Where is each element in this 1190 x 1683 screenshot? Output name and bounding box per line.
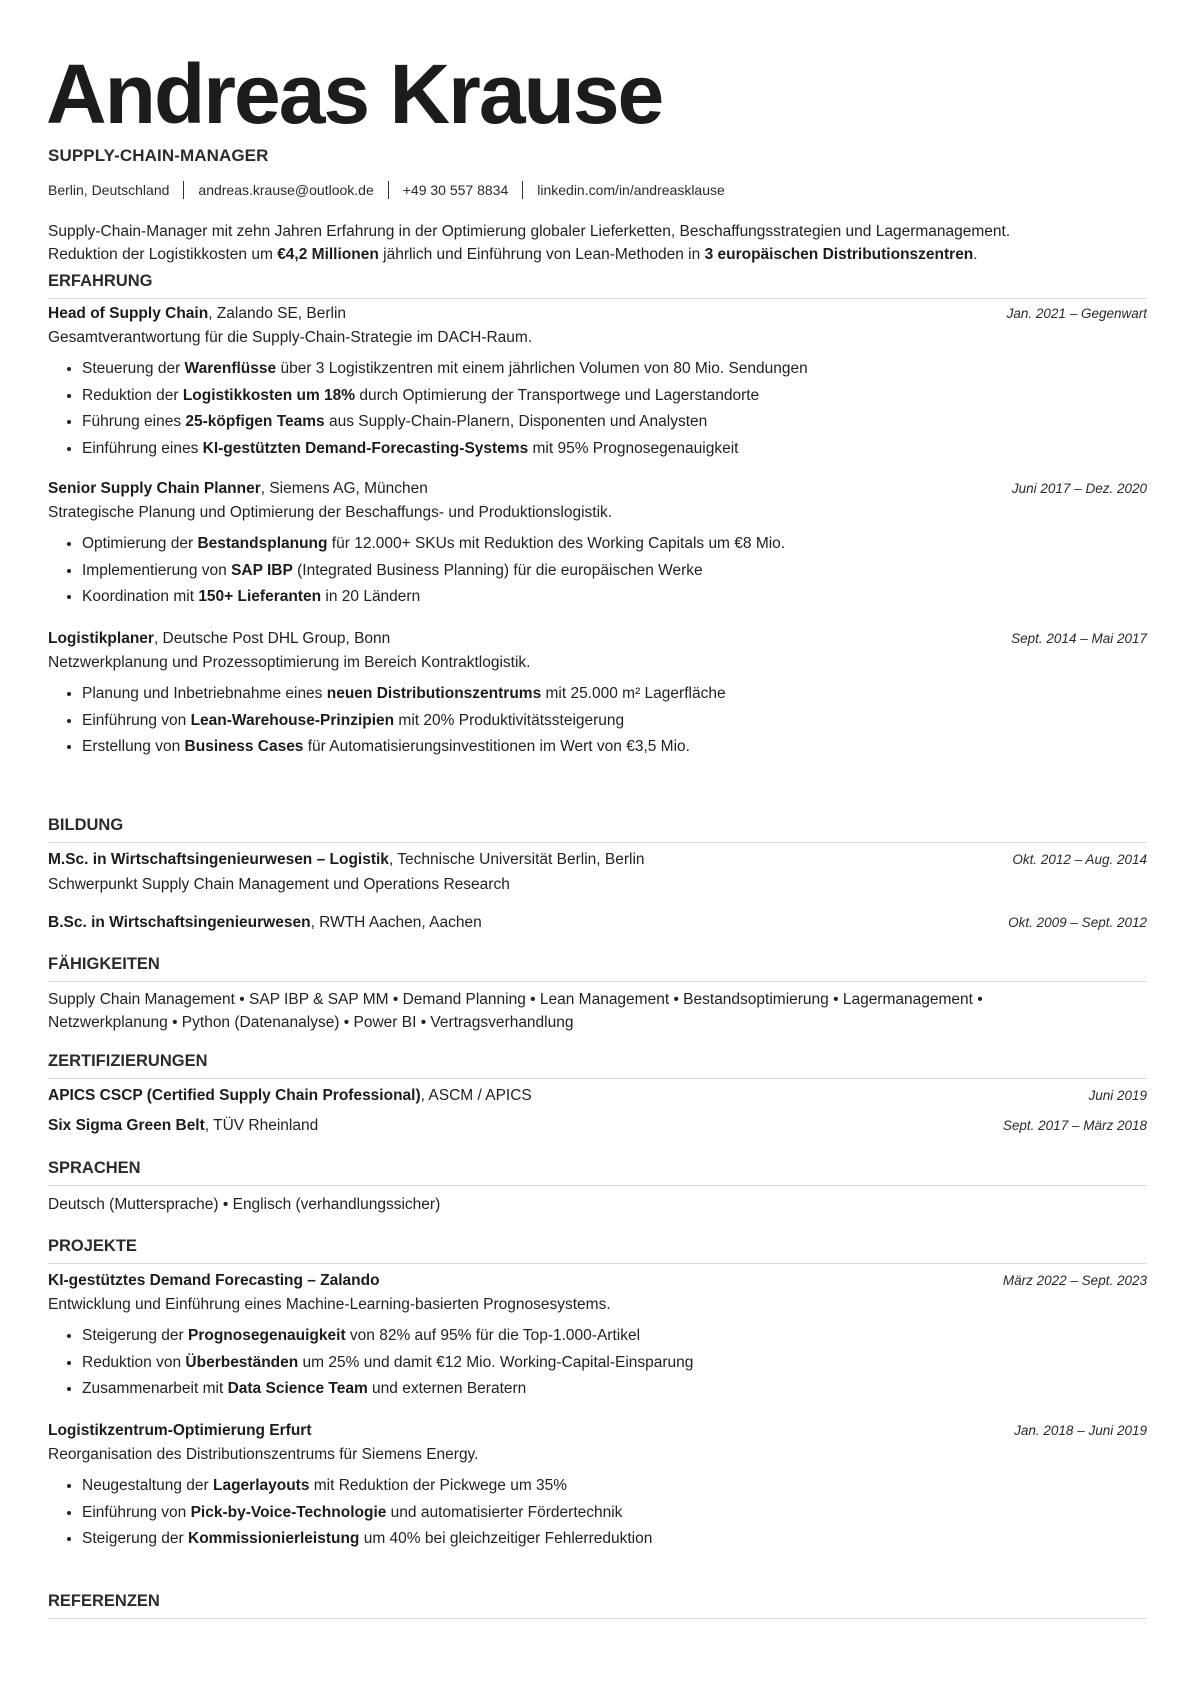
- entry-title: [48, 628, 390, 650]
- section-heading-skills: FÄHIGKEITEN: [48, 955, 1147, 982]
- phone: +49 30 557 8834: [402, 182, 509, 198]
- skills-list: [48, 988, 1147, 1034]
- list-item: • Steuerung der Warenflüsse über 3 Logistikzentren mit einem jährlichen Volumen von 80 Mio. Sendungen: [82, 356, 808, 383]
- certification-entry: [48, 1115, 1147, 1137]
- list-item: • Steigerung der Kommissionierleistung um 40% bei gleichzeitiger Fehlerreduktion: [82, 1526, 652, 1553]
- contact-line: [48, 181, 725, 199]
- education-entry-header: [48, 912, 1147, 934]
- job-title: SUPPLY-CHAIN-MANAGER: [48, 146, 269, 165]
- languages-list: Deutsch (Muttersprache) • Englisch (verhandlungssicher): [48, 1196, 441, 1213]
- issuer: , TÜV Rheinland: [204, 1117, 319, 1134]
- summary: [48, 220, 1148, 266]
- skills-line: Netzwerkplanung • Python (Datenanalyse) • Power BI • Vertragsverhandlung: [48, 1014, 574, 1031]
- section-heading-projects: PROJEKTE: [48, 1237, 1147, 1264]
- list-item: • Reduktion der Logistikkosten um 18% durch Optimierung der Transportwege und Lagerstandorte: [82, 383, 808, 410]
- project-entry-header: [48, 1270, 1147, 1292]
- section-heading-certifications: ZERTIFIZIERUNGEN: [48, 1052, 1147, 1079]
- text: Reduktion der Logistikkosten um: [48, 246, 278, 263]
- linkedin-link[interactable]: linkedin.com/in/andreasklause: [537, 182, 725, 198]
- text: jährlich und Einführung von Lean-Methoden in: [378, 246, 705, 263]
- list-item: • Planung und Inbetriebnahme eines neuen Distributionszentrums mit 25.000 m² Lagerfläche: [82, 681, 726, 708]
- degree: B.Sc. in Wirtschaftsingenieurwesen: [48, 914, 311, 931]
- bullet-list: [48, 356, 808, 462]
- divider: [522, 181, 523, 199]
- list-item: • Optimierung der Bestandsplanung für 12.000+ SKUs mit Reduktion des Working Capitals um €8 Mio.: [82, 531, 785, 558]
- issuer: , ASCM / APICS: [420, 1087, 532, 1104]
- certification-entry: [48, 1085, 1147, 1107]
- entry-description: Netzwerkplanung und Prozessoptimierung im Bereich Kontraktlogistik.: [48, 654, 531, 671]
- entry-description: Reorganisation des Distributionszentrums für Siemens Energy.: [48, 1446, 479, 1463]
- list-item: • Einführung von Lean-Warehouse-Prinzipien mit 20% Produktivitätssteigerung: [82, 708, 726, 735]
- entry-description: Schwerpunkt Supply Chain Management und Operations Research: [48, 876, 510, 893]
- institution: , RWTH Aachen, Aachen: [310, 914, 482, 931]
- list-item: • Einführung von Pick-by-Voice-Technologie und automatisierter Fördertechnik: [82, 1500, 652, 1527]
- candidate-name: Andreas Krause: [46, 47, 663, 141]
- experience-entry-header: [48, 628, 1147, 650]
- entry-description: Strategische Planung und Optimierung der Beschaffungs- und Produktionslogistik.: [48, 504, 613, 521]
- organization: , Siemens AG, München: [260, 480, 428, 497]
- role: Logistikplaner: [48, 630, 154, 647]
- date-range: Okt. 2009 – Sept. 2012: [1008, 915, 1147, 930]
- divider: [388, 181, 389, 199]
- certification-name: Six Sigma Green Belt: [48, 1117, 205, 1134]
- experience-entry-header: [48, 478, 1147, 500]
- entry-title: [48, 912, 482, 934]
- highlight: €4,2 Millionen: [277, 246, 379, 263]
- divider: [183, 181, 184, 199]
- date-range: März 2022 – Sept. 2023: [1002, 1273, 1147, 1288]
- list-item: • Koordination mit 150+ Lieferanten in 20 Ländern: [82, 584, 785, 611]
- role: Head of Supply Chain: [48, 305, 209, 322]
- list-item: • Neugestaltung der Lagerlayouts mit Reduktion der Pickwege um 35%: [82, 1473, 652, 1500]
- section-heading-education: BILDUNG: [48, 816, 1147, 843]
- date-range: Jan. 2018 – Juni 2019: [1014, 1423, 1147, 1438]
- entry-title: [48, 849, 645, 871]
- list-item: • Implementierung von SAP IBP (Integrated Business Planning) für die europäischen Werke: [82, 558, 785, 585]
- section-heading-languages: SPRACHEN: [48, 1159, 1147, 1186]
- bullet-list: [48, 1473, 652, 1553]
- text: .: [973, 246, 978, 263]
- entry-title: [48, 303, 346, 325]
- list-item: • Steigerung der Prognosegenauigkeit von 82% auf 95% für die Top-1.000-Artikel: [82, 1323, 693, 1350]
- degree: M.Sc. in Wirtschaftsingenieurwesen – Logistik: [48, 851, 389, 868]
- summary-line: Supply-Chain-Manager mit zehn Jahren Erfahrung in der Optimierung globaler Lieferketten, Beschaffungsstrategien und Lagermanagement.: [48, 223, 1011, 240]
- role: Senior Supply Chain Planner: [48, 480, 261, 497]
- summary-line: [48, 243, 1148, 266]
- entry-description: Gesamtverantwortung für die Supply-Chain-Strategie im DACH-Raum.: [48, 329, 533, 346]
- project-entry-header: [48, 1420, 1147, 1442]
- certification-name: APICS CSCP (Certified Supply Chain Professional): [48, 1087, 421, 1104]
- project-name: Logistikzentrum-Optimierung Erfurt: [48, 1422, 312, 1439]
- date-range: Juni 2017 – Dez. 2020: [1011, 481, 1147, 496]
- location: Berlin, Deutschland: [48, 182, 170, 198]
- date-range: Jan. 2021 – Gegenwart: [1006, 306, 1147, 321]
- date-range: Sept. 2014 – Mai 2017: [1011, 631, 1147, 646]
- email-link[interactable]: andreas.krause@outlook.de: [198, 182, 374, 198]
- date: Juni 2019: [1088, 1088, 1147, 1103]
- entry-description: Entwicklung und Einführung eines Machine-Learning-basierten Prognosesystems.: [48, 1296, 611, 1313]
- entry-title: [48, 1115, 318, 1137]
- list-item: • Führung eines 25-köpfigen Teams aus Supply-Chain-Planern, Disponenten und Analysten: [82, 409, 808, 436]
- entry-title: [48, 478, 428, 500]
- entry-title: [48, 1085, 532, 1107]
- highlight: 3 europäischen Distributionszentren: [704, 246, 974, 263]
- date-range: Okt. 2012 – Aug. 2014: [1012, 852, 1147, 867]
- list-item: • Reduktion von Überbeständen um 25% und damit €12 Mio. Working-Capital-Einsparung: [82, 1350, 693, 1377]
- section-heading-references: REFERENZEN: [48, 1592, 1147, 1619]
- institution: , Technische Universität Berlin, Berlin: [388, 851, 645, 868]
- organization: , Deutsche Post DHL Group, Bonn: [153, 630, 391, 647]
- organization: , Zalando SE, Berlin: [208, 305, 347, 322]
- list-item: • Zusammenarbeit mit Data Science Team und externen Beratern: [82, 1376, 693, 1403]
- bullet-list: [48, 681, 726, 761]
- date-range: Sept. 2017 – März 2018: [1002, 1118, 1147, 1133]
- skills-line: Supply Chain Management • SAP IBP & SAP MM • Demand Planning • Lean Management • Bestandsoptimierung • Lagermanagement •: [48, 991, 983, 1008]
- section-heading-experience: ERFAHRUNG: [48, 272, 1147, 299]
- list-item: • Erstellung von Business Cases für Automatisierungsinvestitionen im Wert von €3,5 Mio.: [82, 734, 726, 761]
- bullet-list: [48, 531, 785, 611]
- education-entry-header: [48, 849, 1147, 871]
- experience-entry-header: [48, 303, 1147, 325]
- project-name: KI-gestütztes Demand Forecasting – Zalando: [48, 1272, 380, 1289]
- list-item: • Einführung eines KI-gestützten Demand-Forecasting-Systems mit 95% Prognosegenauigkeit: [82, 436, 808, 463]
- bullet-list: [48, 1323, 693, 1403]
